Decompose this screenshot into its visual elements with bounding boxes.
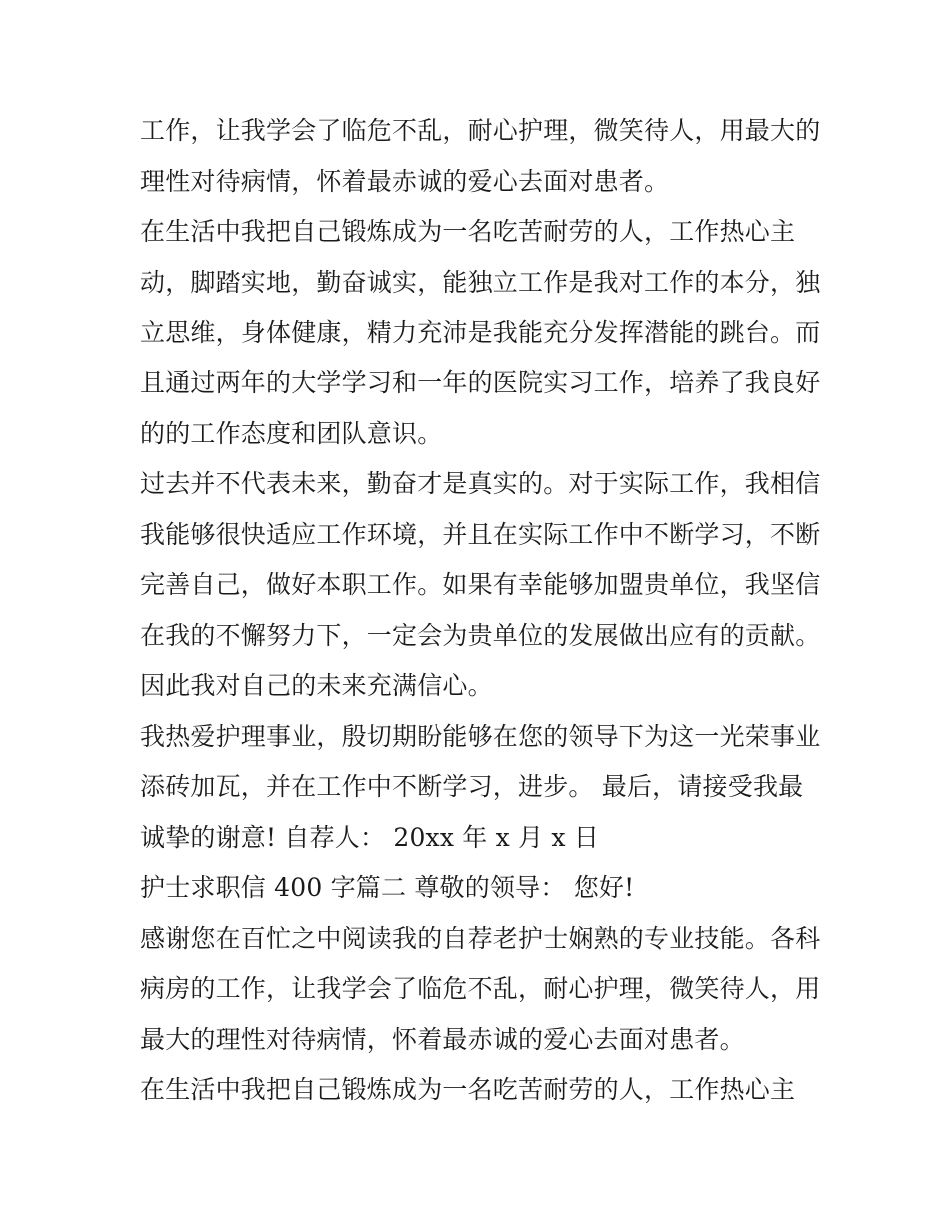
text-line: 病房的工作，让我学会了临危不乱，耐心护理，微笑待人，用 <box>140 974 821 1003</box>
text-line: 感谢您在百忙之中阅读我的自荐老护士娴熟的专业技能。各科 <box>140 924 821 953</box>
text-line: 我热爱护理事业，殷切期盼能够在您的领导下为这一光荣事业 <box>140 722 821 751</box>
text-line: 在生活中我把自己锻炼成为一名吃苦耐劳的人，工作热心主 <box>140 1075 796 1104</box>
text-line: 最大的理性对待病情，怀着最赤诚的爱心去面对患者。 <box>140 1025 745 1054</box>
text-line: 护士求职信 400 字篇二 尊敬的领导： 您好! <box>140 873 635 902</box>
text-line: 诚挚的谢意! 自荐人： 20xx 年 x 月 x 日 <box>140 823 600 852</box>
text-line: 完善自己，做好本职工作。如果有幸能够加盟贵单位，我坚信 <box>140 570 821 599</box>
text-line: 的的工作态度和团队意识。 <box>140 419 443 448</box>
text-line: 在生活中我把自己锻炼成为一名吃苦耐劳的人，工作热心主 <box>140 217 796 246</box>
text-line: 动，脚踏实地，勤奋诚实，能独立工作是我对工作的本分，独 <box>140 268 821 297</box>
text-line: 过去并不代表未来，勤奋才是真实的。对于实际工作，我相信 <box>140 469 821 498</box>
text-line: 我能够很快适应工作环境，并且在实际工作中不断学习，不断 <box>140 520 821 549</box>
text-line: 立思维，身体健康，精力充沛是我能充分发挥潜能的跳台。而 <box>140 318 821 347</box>
text-line: 添砖加瓦，并在工作中不断学习，进步。 最后，请接受我最 <box>140 772 804 801</box>
text-line: 在我的不懈努力下，一定会为贵单位的发展做出应有的贡献。 <box>140 621 821 650</box>
text-line: 因此我对自己的未来充满信心。 <box>140 671 493 700</box>
text-line: 且通过两年的大学学习和一年的医院实习工作，培养了我良好 <box>140 368 821 397</box>
text-line: 理性对待病情，怀着最赤诚的爱心去面对患者。 <box>140 167 670 196</box>
text-line: 工作，让我学会了临危不乱，耐心护理，微笑待人，用最大的 <box>140 116 821 145</box>
